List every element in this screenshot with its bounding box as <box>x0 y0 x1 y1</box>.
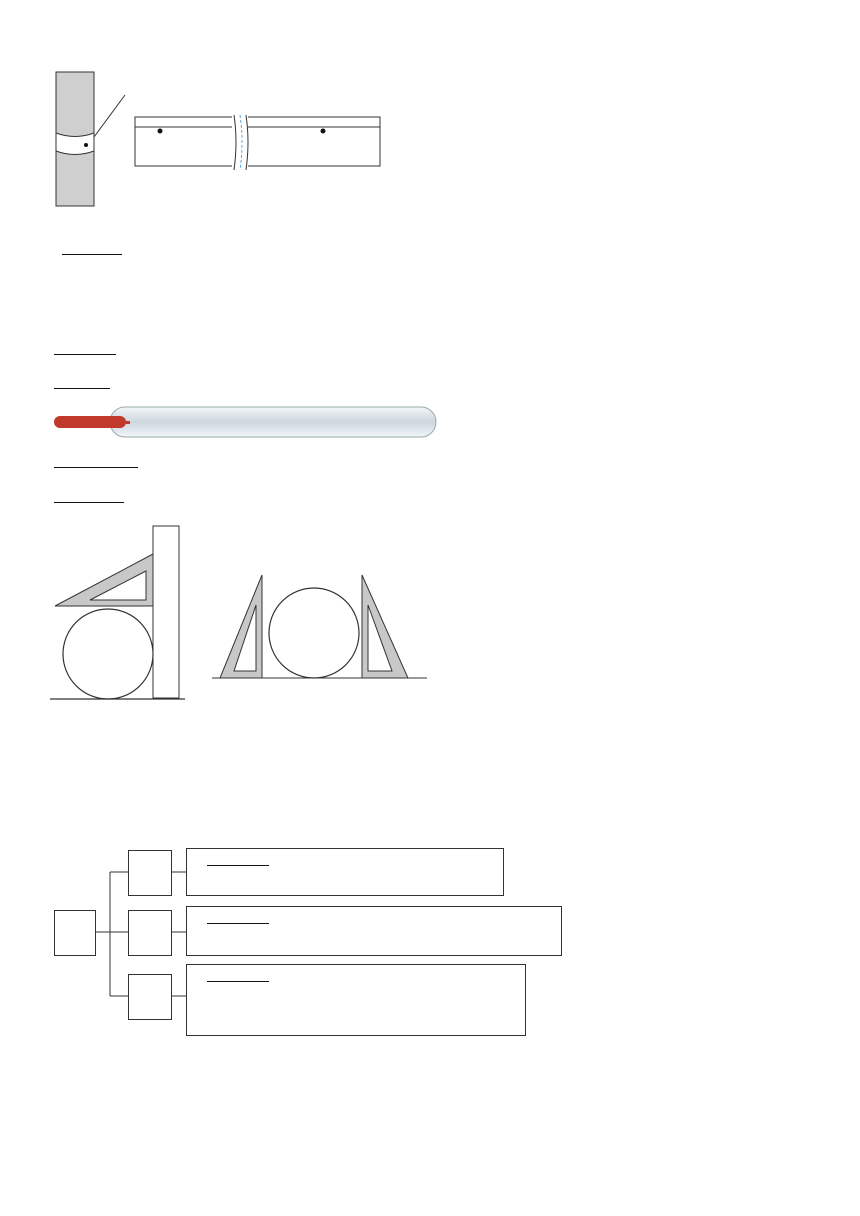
answer-blank[interactable] <box>54 374 110 389</box>
detail-volume <box>186 906 562 956</box>
figure-yi <box>212 565 442 735</box>
branch-length <box>128 850 172 896</box>
detail-temperature <box>186 964 526 1036</box>
mind-map <box>54 846 574 1038</box>
answer-blank[interactable] <box>54 340 116 355</box>
branch-volume <box>128 910 172 956</box>
thermometer-figure <box>50 405 450 439</box>
thermometer-bulb <box>54 416 126 428</box>
answer-blank[interactable] <box>207 851 269 866</box>
ruler-body <box>135 125 380 166</box>
paper-strip <box>56 133 94 155</box>
coin-yi <box>269 588 359 678</box>
paper-on-ruler <box>135 117 380 127</box>
q16-line1 <box>54 453 138 474</box>
detail-length <box>186 848 504 896</box>
q14-2-text <box>62 240 122 261</box>
branch-temperature <box>128 974 172 1020</box>
answer-blank[interactable] <box>207 967 269 982</box>
answer-blank[interactable] <box>54 453 138 468</box>
thermometer-body <box>110 407 436 437</box>
mercury-column <box>120 421 130 424</box>
answer-blank[interactable] <box>54 488 124 503</box>
q15-line3 <box>54 374 110 395</box>
coin-jia <box>63 609 153 699</box>
vertical-ruler <box>153 526 179 698</box>
answer-blank[interactable] <box>62 240 122 255</box>
figure-jia <box>50 520 200 735</box>
mind-map-root <box>54 910 96 956</box>
figure-pipe-ruler <box>40 45 420 240</box>
answer-blank[interactable] <box>207 909 269 924</box>
q15-line2 <box>54 340 116 361</box>
q16-line2 <box>54 488 124 509</box>
